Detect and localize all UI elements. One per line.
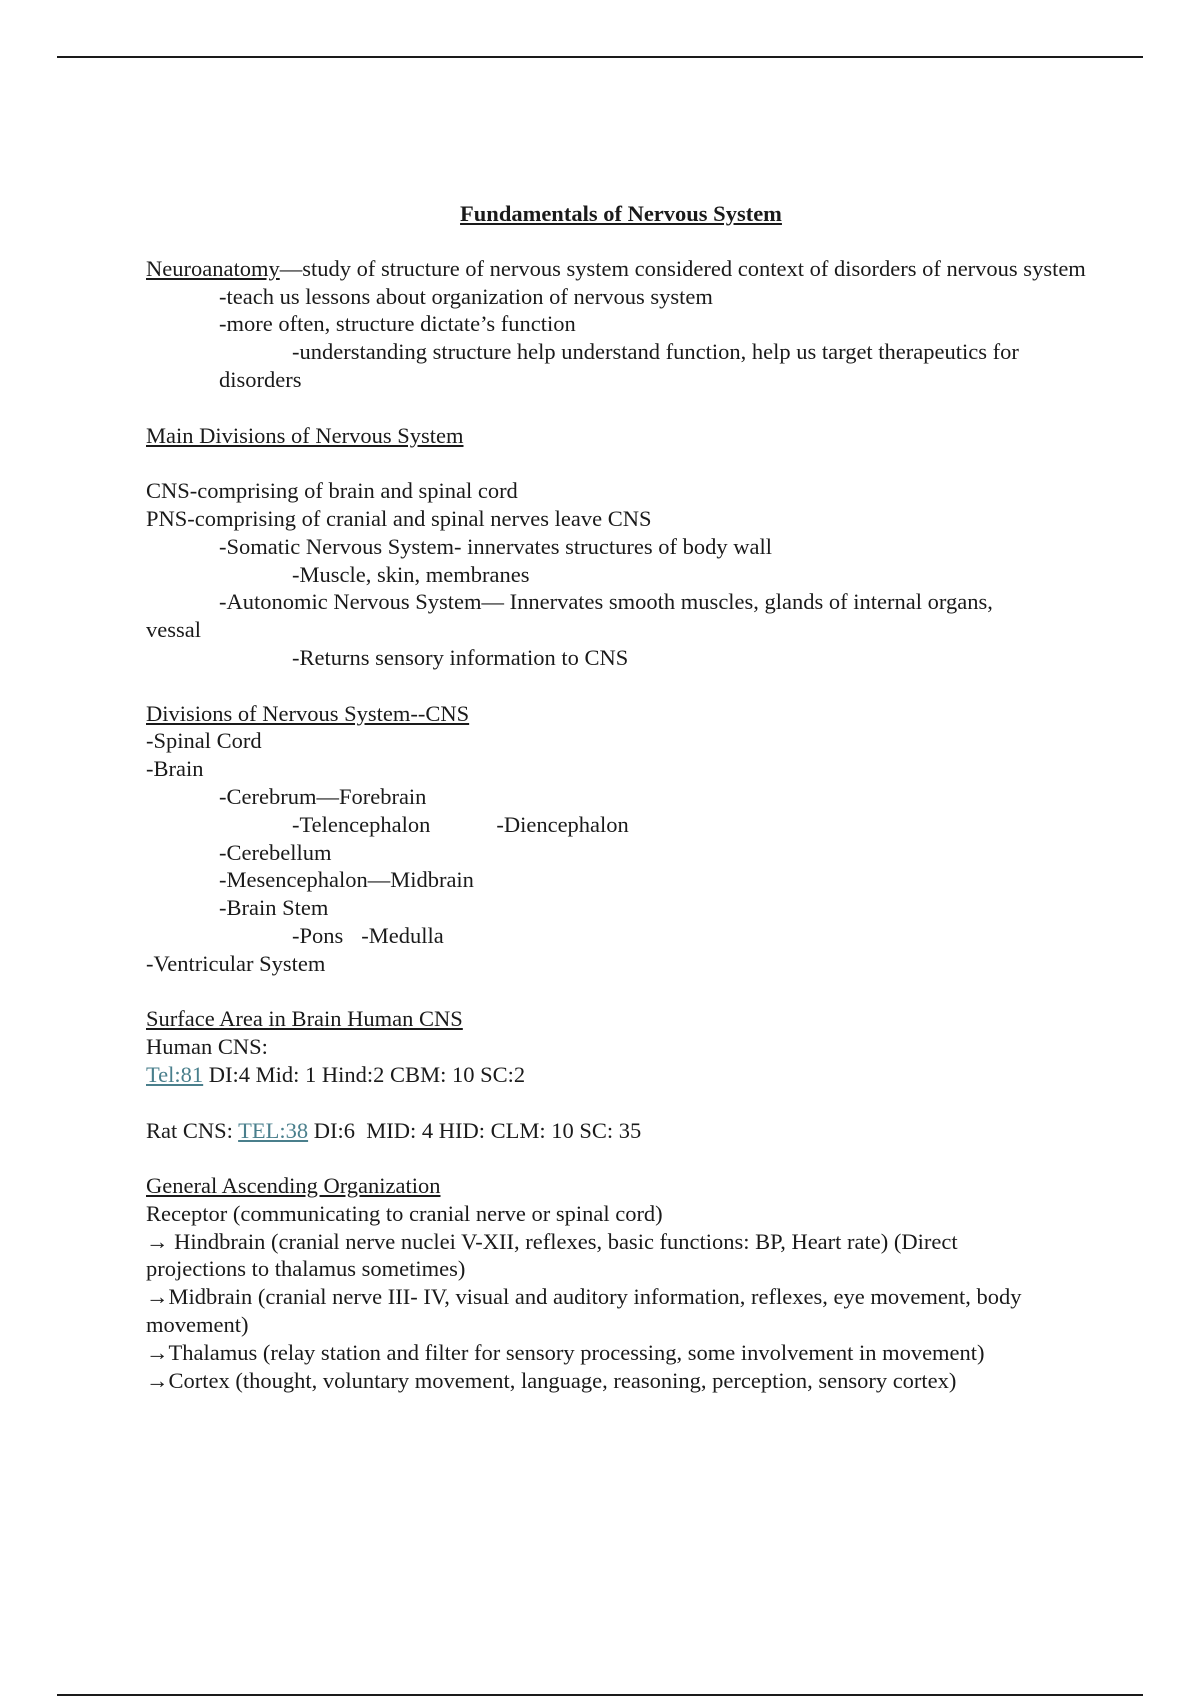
diencephalon-item: -Diencephalon bbox=[496, 811, 629, 837]
cortex-line: →Cortex (thought, voluntary movement, language, reasoning, perception, sensory cortex) bbox=[146, 1367, 957, 1393]
receptor-line: Receptor (communicating to cranial nerve or spinal cord) bbox=[146, 1200, 663, 1226]
brain-item: -Brain bbox=[146, 756, 204, 782]
midbrain-line-cont: movement) bbox=[146, 1312, 249, 1338]
neuro-point-3a: -understanding structure help understand function, help us target therapeutics for bbox=[292, 339, 1019, 365]
telencephalon-item: -Telencephalon bbox=[292, 811, 431, 837]
rat-cns-values bbox=[146, 1117, 1096, 1145]
neuro-definition-text: —study of structure of nervous system considered context of disorders of nervous system bbox=[279, 255, 1086, 281]
hindbrain-line-cont: projections to thalamus sometimes) bbox=[146, 1256, 466, 1282]
pns-line: PNS-comprising of cranial and spinal nerves leave CNS bbox=[146, 505, 652, 531]
neuro-definition bbox=[146, 255, 1096, 283]
thalamus-line: →Thalamus (relay station and filter for sensory processing, some involvement in movement) bbox=[146, 1339, 985, 1365]
header-rule bbox=[57, 56, 1143, 58]
human-cns-values bbox=[146, 1061, 1096, 1089]
neuro-term: Neuroanatomy bbox=[146, 255, 280, 281]
neuro-point-1: -teach us lessons about organization of nervous system bbox=[219, 283, 713, 309]
cns-divisions-heading: Divisions of Nervous System--CNS bbox=[146, 700, 470, 726]
human-tel-link[interactable]: Tel:81 bbox=[146, 1061, 204, 1087]
rat-tel-link[interactable]: TEL:38 bbox=[238, 1117, 309, 1143]
autonomic-sub-line: -Returns sensory information to CNS bbox=[292, 644, 629, 670]
ventricular-item: -Ventricular System bbox=[146, 950, 326, 976]
main-divisions-heading: Main Divisions of Nervous System bbox=[146, 422, 464, 448]
ascending-heading: General Ascending Organization bbox=[146, 1173, 441, 1199]
mesencephalon-item: -Mesencephalon—Midbrain bbox=[219, 867, 474, 893]
spinal-cord-item: -Spinal Cord bbox=[146, 728, 262, 754]
somatic-sub-line: -Muscle, skin, membranes bbox=[292, 561, 530, 587]
cerebellum-item: -Cerebellum bbox=[219, 839, 332, 865]
surface-area-heading: Surface Area in Brain Human CNS bbox=[146, 1006, 463, 1032]
brainstem-item: -Brain Stem bbox=[219, 895, 329, 921]
cerebrum-item: -Cerebrum—Forebrain bbox=[219, 783, 427, 809]
page-title-text: Fundamentals of Nervous System bbox=[460, 201, 782, 226]
autonomic-line: -Autonomic Nervous System— Innervates smooth muscles, glands of internal organs, bbox=[219, 589, 993, 615]
neuro-point-3b: disorders bbox=[219, 366, 302, 392]
document-body bbox=[146, 200, 1096, 1394]
page-title bbox=[146, 200, 1096, 228]
midbrain-line: →Midbrain (cranial nerve III- IV, visual and auditory information, reflexes, eye movement, body bbox=[146, 1284, 1022, 1310]
hindbrain-line: → Hindbrain (cranial nerve nuclei V-XII, reflexes, basic functions: BP, Heart rate) (Direct bbox=[146, 1228, 958, 1254]
cns-line: CNS-comprising of brain and spinal cord bbox=[146, 478, 518, 504]
rat-cns-rest: DI:6 MID: 4 HID: CLM: 10 SC: 35 bbox=[308, 1117, 642, 1143]
autonomic-line-cont: vessal bbox=[146, 617, 201, 643]
brainstem-subdivisions bbox=[146, 922, 1096, 950]
medulla-item: -Medulla bbox=[361, 922, 444, 948]
human-cns-rest: DI:4 Mid: 1 Hind:2 CBM: 10 SC:2 bbox=[203, 1061, 526, 1087]
rat-cns-label: Rat CNS: bbox=[146, 1117, 239, 1143]
pons-item: -Pons bbox=[292, 922, 344, 948]
forebrain-subdivisions bbox=[146, 811, 1096, 839]
neuro-point-2: -more often, structure dictate’s function bbox=[219, 311, 576, 337]
footer-rule bbox=[57, 1694, 1143, 1696]
human-cns-label: Human CNS: bbox=[146, 1034, 268, 1060]
somatic-line: -Somatic Nervous System- innervates structures of body wall bbox=[219, 533, 773, 559]
